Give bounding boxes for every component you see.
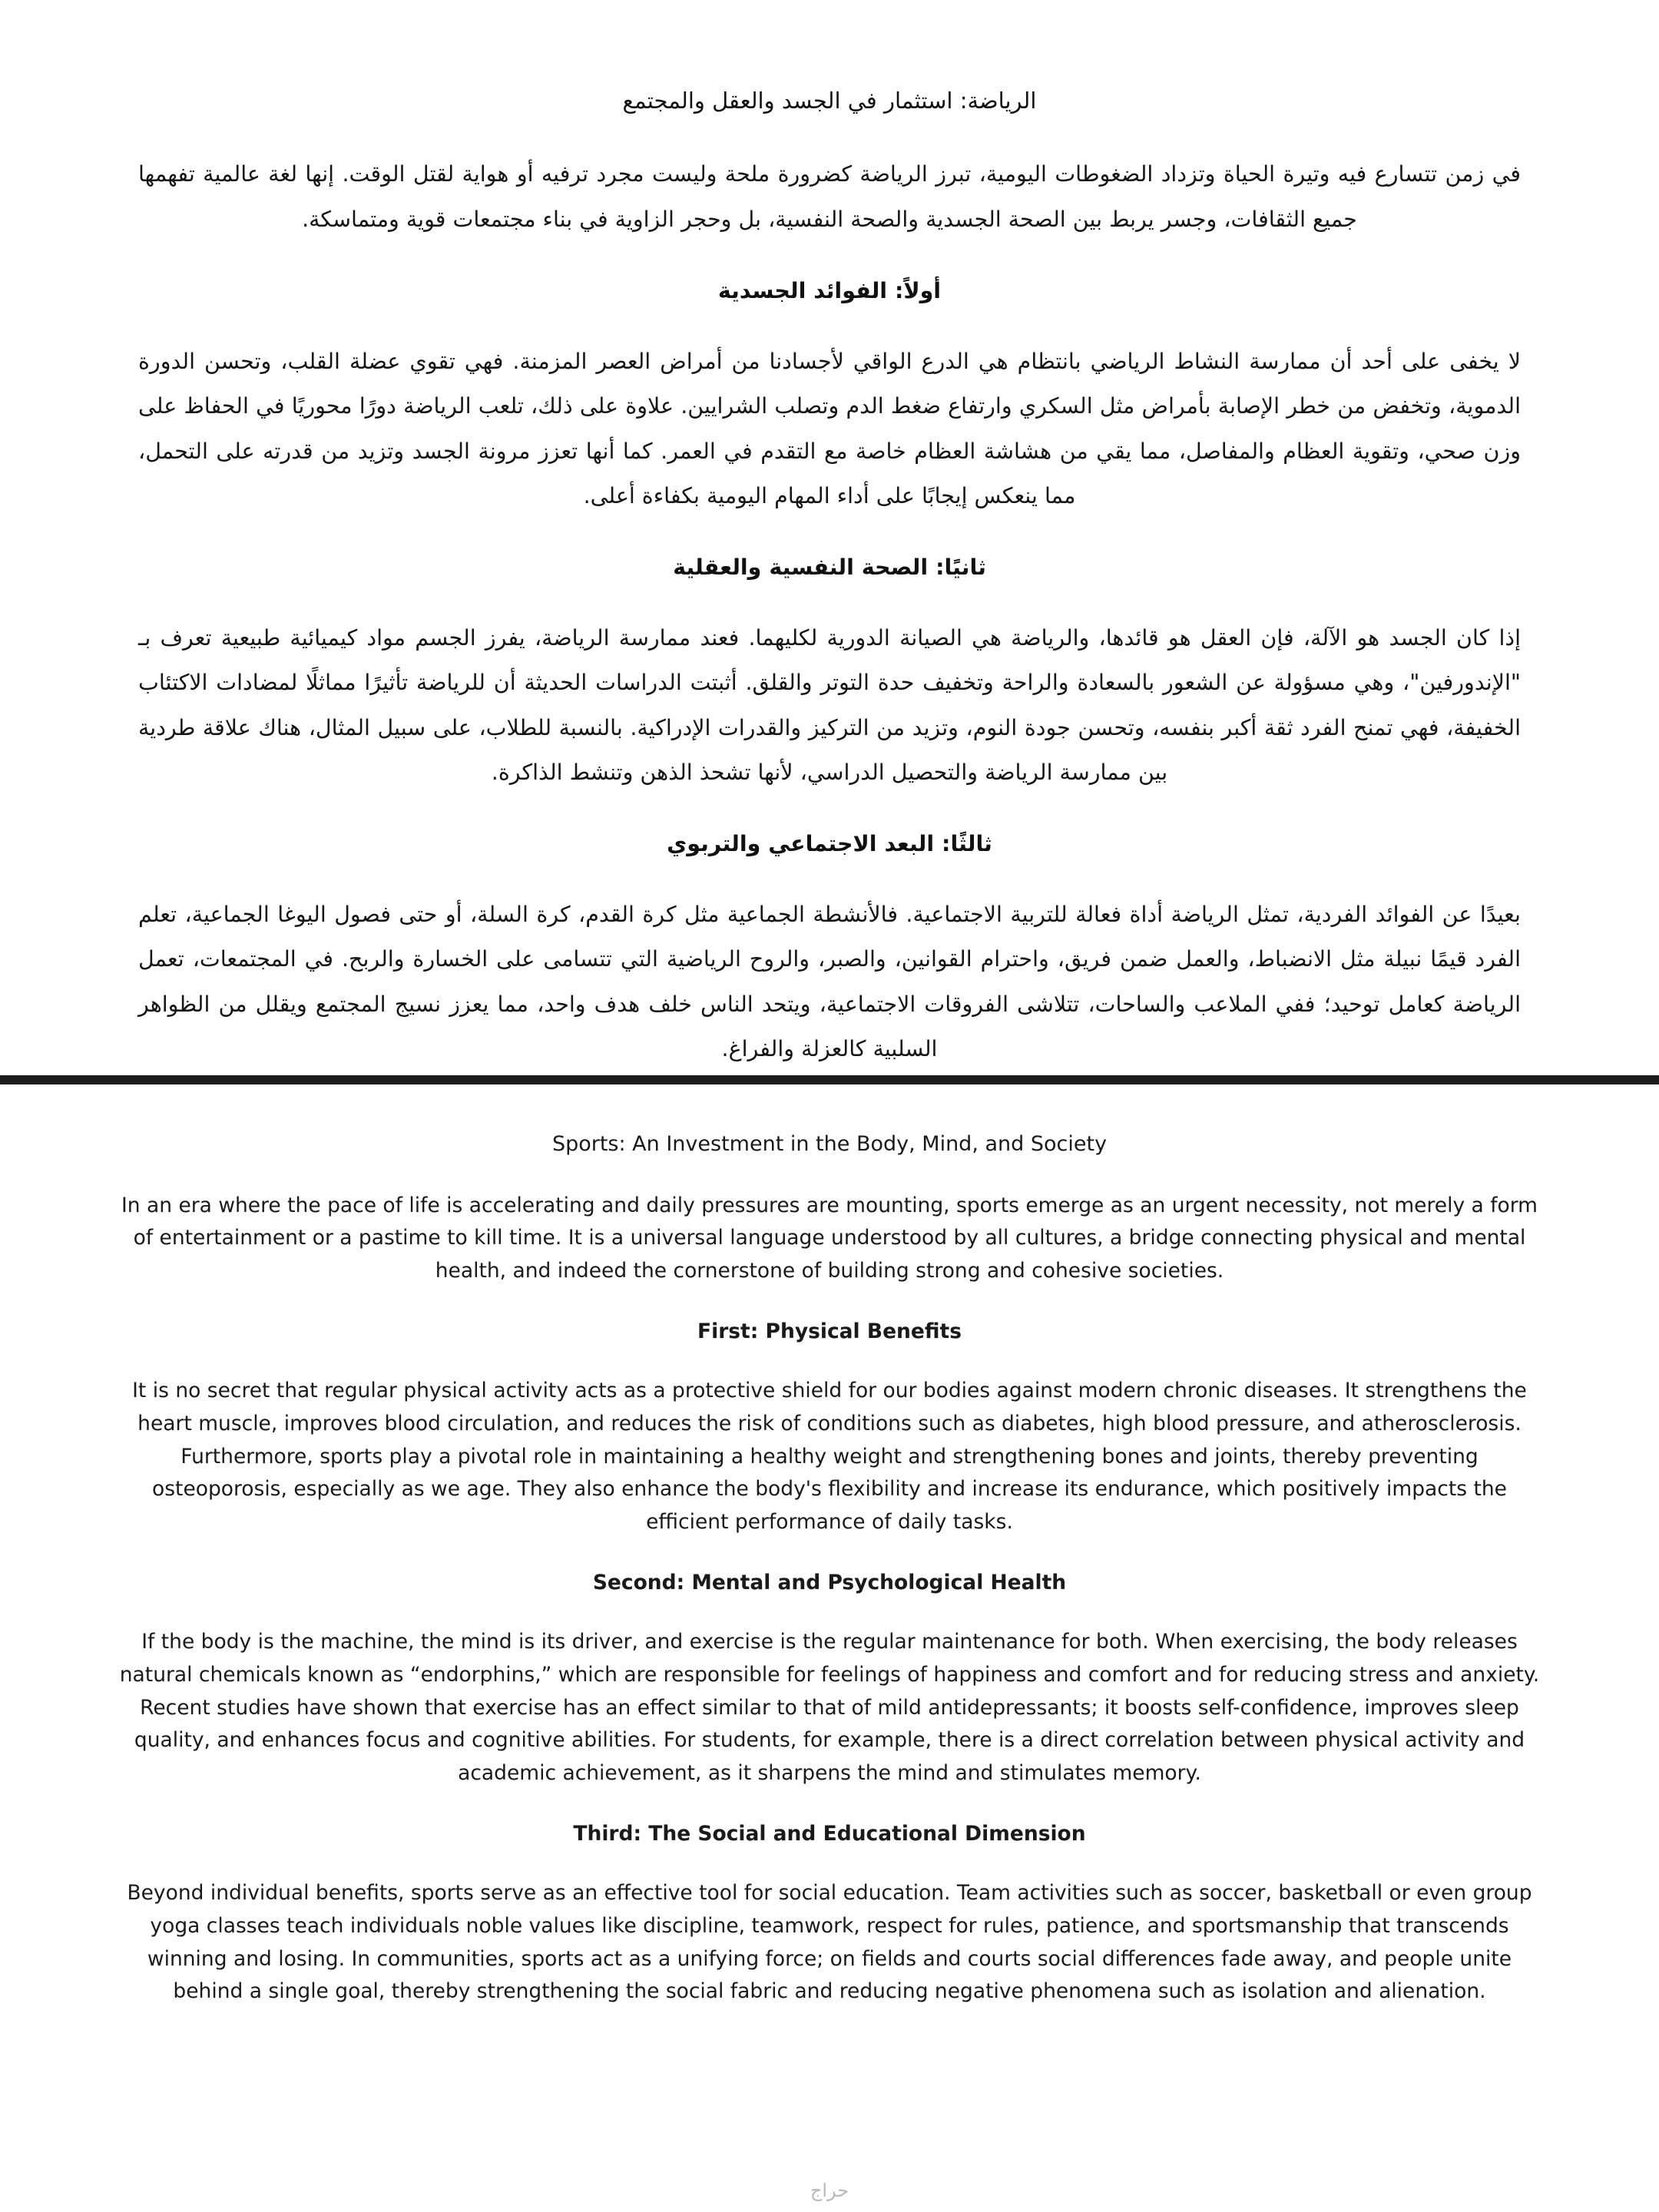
arabic-title: الرياضة: استثمار في الجسد والعقل والمجتمع xyxy=(622,88,1037,114)
watermark-text: حراج xyxy=(810,2180,849,2201)
english-heading-mental-health: Second: Mental and Psychological Health xyxy=(592,1571,1067,1595)
section-divider xyxy=(0,1075,1659,1084)
arabic-paragraph-physical-benefits: لا يخفى على أحد أن ممارسة النشاط الرياضي بانتظام هي الدرع الواقي لأجسادنا من أمراض العصر المزمنة. فهي تقوي عضلة القلب، وتحسن الدورة الدموية، وتخفض من خطر الإصابة بأمراض مثل السكري وارتفاع ضغط الدم وتصلب الشرايين. علاوة على ذلك، تلعب الرياضة دورًا محوريًا في الحفاظ على وزن صحي، وتقوية العظام والمفاصل، مما يقي من هشاشة العظام خاصة مع التقدم في العمر. كما أنها تعزز مرونة الجسد وتزيد من قدرته على التحمل، مما ينعكس إيجابًا على أداء المهام اليومية بكفاءة أعلى. xyxy=(138,348,1521,508)
english-article xyxy=(0,1084,1659,2212)
arabic-heading-social-dimension: ثالثًا: البعد الاجتماعي والتربوي xyxy=(667,831,992,857)
arabic-intro-paragraph: في زمن تتسارع فيه وتيرة الحياة وتزداد الضغوطات اليومية، تبرز الرياضة كضرورة ملحة وليست مجرد ترفيه أو هواية لقتل الوقت. إنها لغة عالمية تفهمها جميع الثقافات، وجسر يربط بين الصحة الجسدية والصحة النفسية، بل وحجر الزاوية في بناء مجتمعات قوية ومتماسكة. xyxy=(138,161,1521,232)
english-heading-social-dimension: Third: The Social and Educational Dimension xyxy=(573,1822,1086,1846)
arabic-article xyxy=(0,0,1659,1075)
english-intro-paragraph: In an era where the pace of life is accelerating and daily pressures are mounting, sports emerge as an urgent necessity, not merely a form of entertainment or a pastime to kill time. It is a universal language understood by all cultures, a bridge connecting physical and mental health, and indeed the cornerstone of building strong and cohesive societies. xyxy=(121,1193,1538,1283)
arabic-paragraph-mental-health: إذا كان الجسد هو الآلة، فإن العقل هو قائدها، والرياضة هي الصيانة الدورية لكليهما. فعند ممارسة الرياضة، يفرز الجسم مواد كيميائية طبيعية تعرف بـ "الإندورفين"، وهي مسؤولة عن الشعور بالسعادة والراحة وتخفيف حدة التوتر والقلق. أثبتت الدراسات الحديثة أن للرياضة تأثيرًا مماثلًا لمضادات الاكتئاب الخفيفة، فهي تمنح الفرد ثقة أكبر بنفسه، وتحسن جودة النوم، وتزيد من التركيز والقدرات الإدراكية. بالنسبة للطلاب، على سبيل المثال، هناك علاقة طردية بين ممارسة الرياضة والتحصيل الدراسي، لأنها تشحذ الذهن وتنشط الذاكرة. xyxy=(138,624,1521,786)
english-title: Sports: An Investment in the Body, Mind, and Society xyxy=(551,1132,1108,1156)
english-paragraph-mental-health: If the body is the machine, the mind is its driver, and exercise is the regular maintenance for both. When exercising, the body releases natural chemicals known as “endorphins,” which are responsible for feelings of happiness and comfort and for reducing stress and anxiety. Recent studies have shown that exercise has an effect similar to that of mild antidepressants; it boosts self-confidence, improves sleep quality, and enhances focus and cognitive abilities. For students, for example, there is a direct correlation between physical activity and academic achievement, as it sharpens the mind and stimulates memory. xyxy=(119,1629,1540,1786)
english-paragraph-physical-benefits: It is no secret that regular physical activity acts as a protective shield for our bodies against modern chronic diseases. It strengthens the heart muscle, improves blood circulation, and reduces the risk of conditions such as diabetes, high blood pressure, and atherosclerosis. Furthermore, sports play a pivotal role in maintaining a healthy weight and strengthening bones and joints, thereby preventing osteoporosis, especially as we age. They also enhance the body's flexibility and increase its endurance, which positively impacts the efficient performance of daily tasks. xyxy=(132,1378,1527,1535)
english-paragraph-social-dimension: Beyond individual benefits, sports serve as an effective tool for social education. Team activities such as soccer, basketball or even group yoga classes teach individuals noble values like discipline, teamwork, respect for rules, patience, and sportsmanship that transcends winning and losing. In communities, sports act as a unifying force; on fields and courts social differences fade away, and people unite behind a single goal, thereby strengthening the social fabric and reducing negative phenomena such as isolation and alienation. xyxy=(127,1880,1532,2004)
arabic-heading-mental-health: ثانيًا: الصحة النفسية والعقلية xyxy=(673,555,986,581)
arabic-paragraph-social-dimension: بعيدًا عن الفوائد الفردية، تمثل الرياضة أداة فعالة للتربية الاجتماعية. فالأنشطة الجماعية مثل كرة القدم، كرة السلة، أو حتى فصول اليوغا الجماعية، تعلم الفرد قيمًا نبيلة مثل الانضباط، والعمل ضمن فريق، واحترام القوانين، والصبر، والروح الرياضية التي تتسامى على الخسارة والربح. في المجتمعات، تعمل الرياضة كعامل توحيد؛ ففي الملاعب والساحات، تتلاشى الفروقات الاجتماعية، ويتحد الناس خلف هدف واحد، مما يعزز نسيج المجتمع ويقلل من الظواهر السلبية كالعزلة والفراغ. xyxy=(138,901,1521,1062)
arabic-heading-physical-benefits: أولاً: الفوائد الجسدية xyxy=(717,278,942,304)
english-heading-physical-benefits: First: Physical Benefits xyxy=(697,1320,962,1344)
